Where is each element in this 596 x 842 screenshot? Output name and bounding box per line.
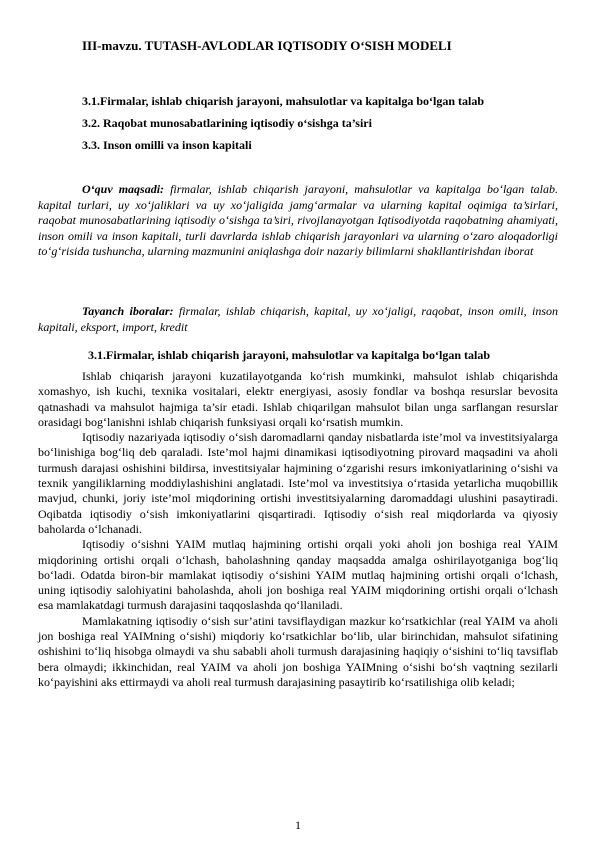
- paragraph: Iqtisodiy nazariyada iqtisodiy o‘sish daromadlarni qanday nisbatlarda iste’mol va investitsiyalarga bo‘linishiga bog‘liq deb qaraladi. Iste’mol hajmi dinamikasi iqtisodiyotning pirovard maqsadini va aholi turmush darajasi oshishini bildirsa, investitsiyalar hajmining o‘zgarishi resurs imkoniyatlarining o‘sishi va texnik yangiliklarning moddiylashishini anglatadi. Iste’mol va investitsiya o‘rtasida yetarlicha muqobillik mavjud, chunki, joriy iste’mol miqdorining ortishi investitsiyalarning daromaddagi ulushini pasaytiradi. Oqibatda iqtisodiy o‘sish imkoniyatlarini qisqartiradi. Iqtisodiy o‘sish real miqdorlarda va qiyosiy baholarda o‘lchanadi.: [38, 430, 558, 536]
- paragraph: Mamlakatning iqtisodiy o‘sish sur’atini tavsiflaydigan mazkur ko‘rsatkichlar (real YAIM va aholi jon boshiga real YAIMning o‘sishi) miqdoriy ko‘rsatkichlar bo‘lib, ular birinchidan, mahsulot sifatining oshishini to‘liq hisobga olmaydi va shu sababli aholi turmush darajasining haqiqiy o‘sishini to‘liq tavsiflab bera olmaydi; ikkinchidan, real YAIM va aholi jon boshiga YAIMning o‘sishi bo‘sh vaqtning sezilarli ko‘payishini aks ettirmaydi va aholi real turmush darajasining pasaytirib ko‘rsatilishiga olib keladi;: [38, 613, 558, 689]
- toc-item-3: 3.3. Inson omilli va inson kapitali: [82, 138, 252, 152]
- learning-objective: [38, 182, 558, 260]
- section-heading: 3.1.Firmalar, ishlab chiqarish jarayoni, mahsulotlar va kapitalga bo‘lgan talab: [88, 348, 491, 362]
- document-title: III-mavzu. TUTASH-AVLODLAR IQTISODIY O‘SISH MODELI: [82, 38, 452, 53]
- toc-item-2: 3.2. Raqobat munosabatlarining iqtisodiy o‘sishga ta’siri: [82, 116, 372, 130]
- objective-text: firmalar, ishlab chiqarish jarayoni, mahsulotlar va kapitalga bo‘lgan talab. kapital turlari, uy xo‘jaliklari va uy xo‘jaligida jamg‘armalar va ularning kapital oqimiga ta’sirlari, raqobat munosabatlarining iqtisodiy o‘sishga ta’siri, rivojlanayotgan Iqtisodiyotda raqobatning ahamiyati, inson omili va inson kapitali, turli davrlarda ishlab chiqarish jarayonlari va ularning o‘zaro aloqadorligi to‘g‘risida tushuncha, ularning mazmunini aniqlashga doir nazariy bilimlarni shakllantirishdan iborat: [38, 182, 558, 258]
- objective-label: O‘quv maqsadi:: [82, 182, 165, 196]
- body-text: [38, 369, 558, 690]
- keywords-label: Tayanch iboralar:: [82, 304, 174, 318]
- keywords-text: firmalar, ishlab chiqarish, kapital, uy xo‘jaligi, raqobat, inson omili, inson kapitali, eksport, import, kredit: [38, 304, 558, 334]
- key-terms: [38, 304, 558, 335]
- toc-item-1: 3.1.Firmalar, ishlab chiqarish jarayoni, mahsulotlar va kapitalga bo‘lgan talab: [82, 94, 485, 108]
- page-number: 1: [295, 818, 301, 832]
- paragraph: Iqtisodiy o‘sishni YAIM mutlaq hajmining ortishi orqali yoki aholi jon boshiga real YAIM miqdorining ortishi orqali o‘lchash, baholashning qanday maqsadda amalga oshirilayotganiga bog‘liq bo‘ladi. Odatda biron-bir mamlakat iqtisodiy o‘sishini YAIM mutlaq hajmining ortishi orqali o‘lchash, uning iqtisodiy salohiyatini baholashda, aholi jon boshiga real YAIM miqdorining ortishi orqali o‘lchash esa mamlakatdagi turmush darajasini taqqoslashda qo‘llaniladi.: [38, 537, 558, 613]
- paragraph: Ishlab chiqarish jarayoni kuzatilayotganda ko‘rish mumkinki, mahsulot ishlab chiqarishda xomashyo, ish kuchi, texnika vositalari, elektr energiyasi, asosiy fondlar va boshqa resurslar bevosita qatnashadi va mahsulot hajmiga ta’sir etadi. Ishlab chiqarilgan mahsulot bilan unga sarflangan resurslar orasidagi bog‘lanishni ishlab chiqarish funksiyasi orqali ko‘rsatish mumkin.: [38, 369, 558, 429]
